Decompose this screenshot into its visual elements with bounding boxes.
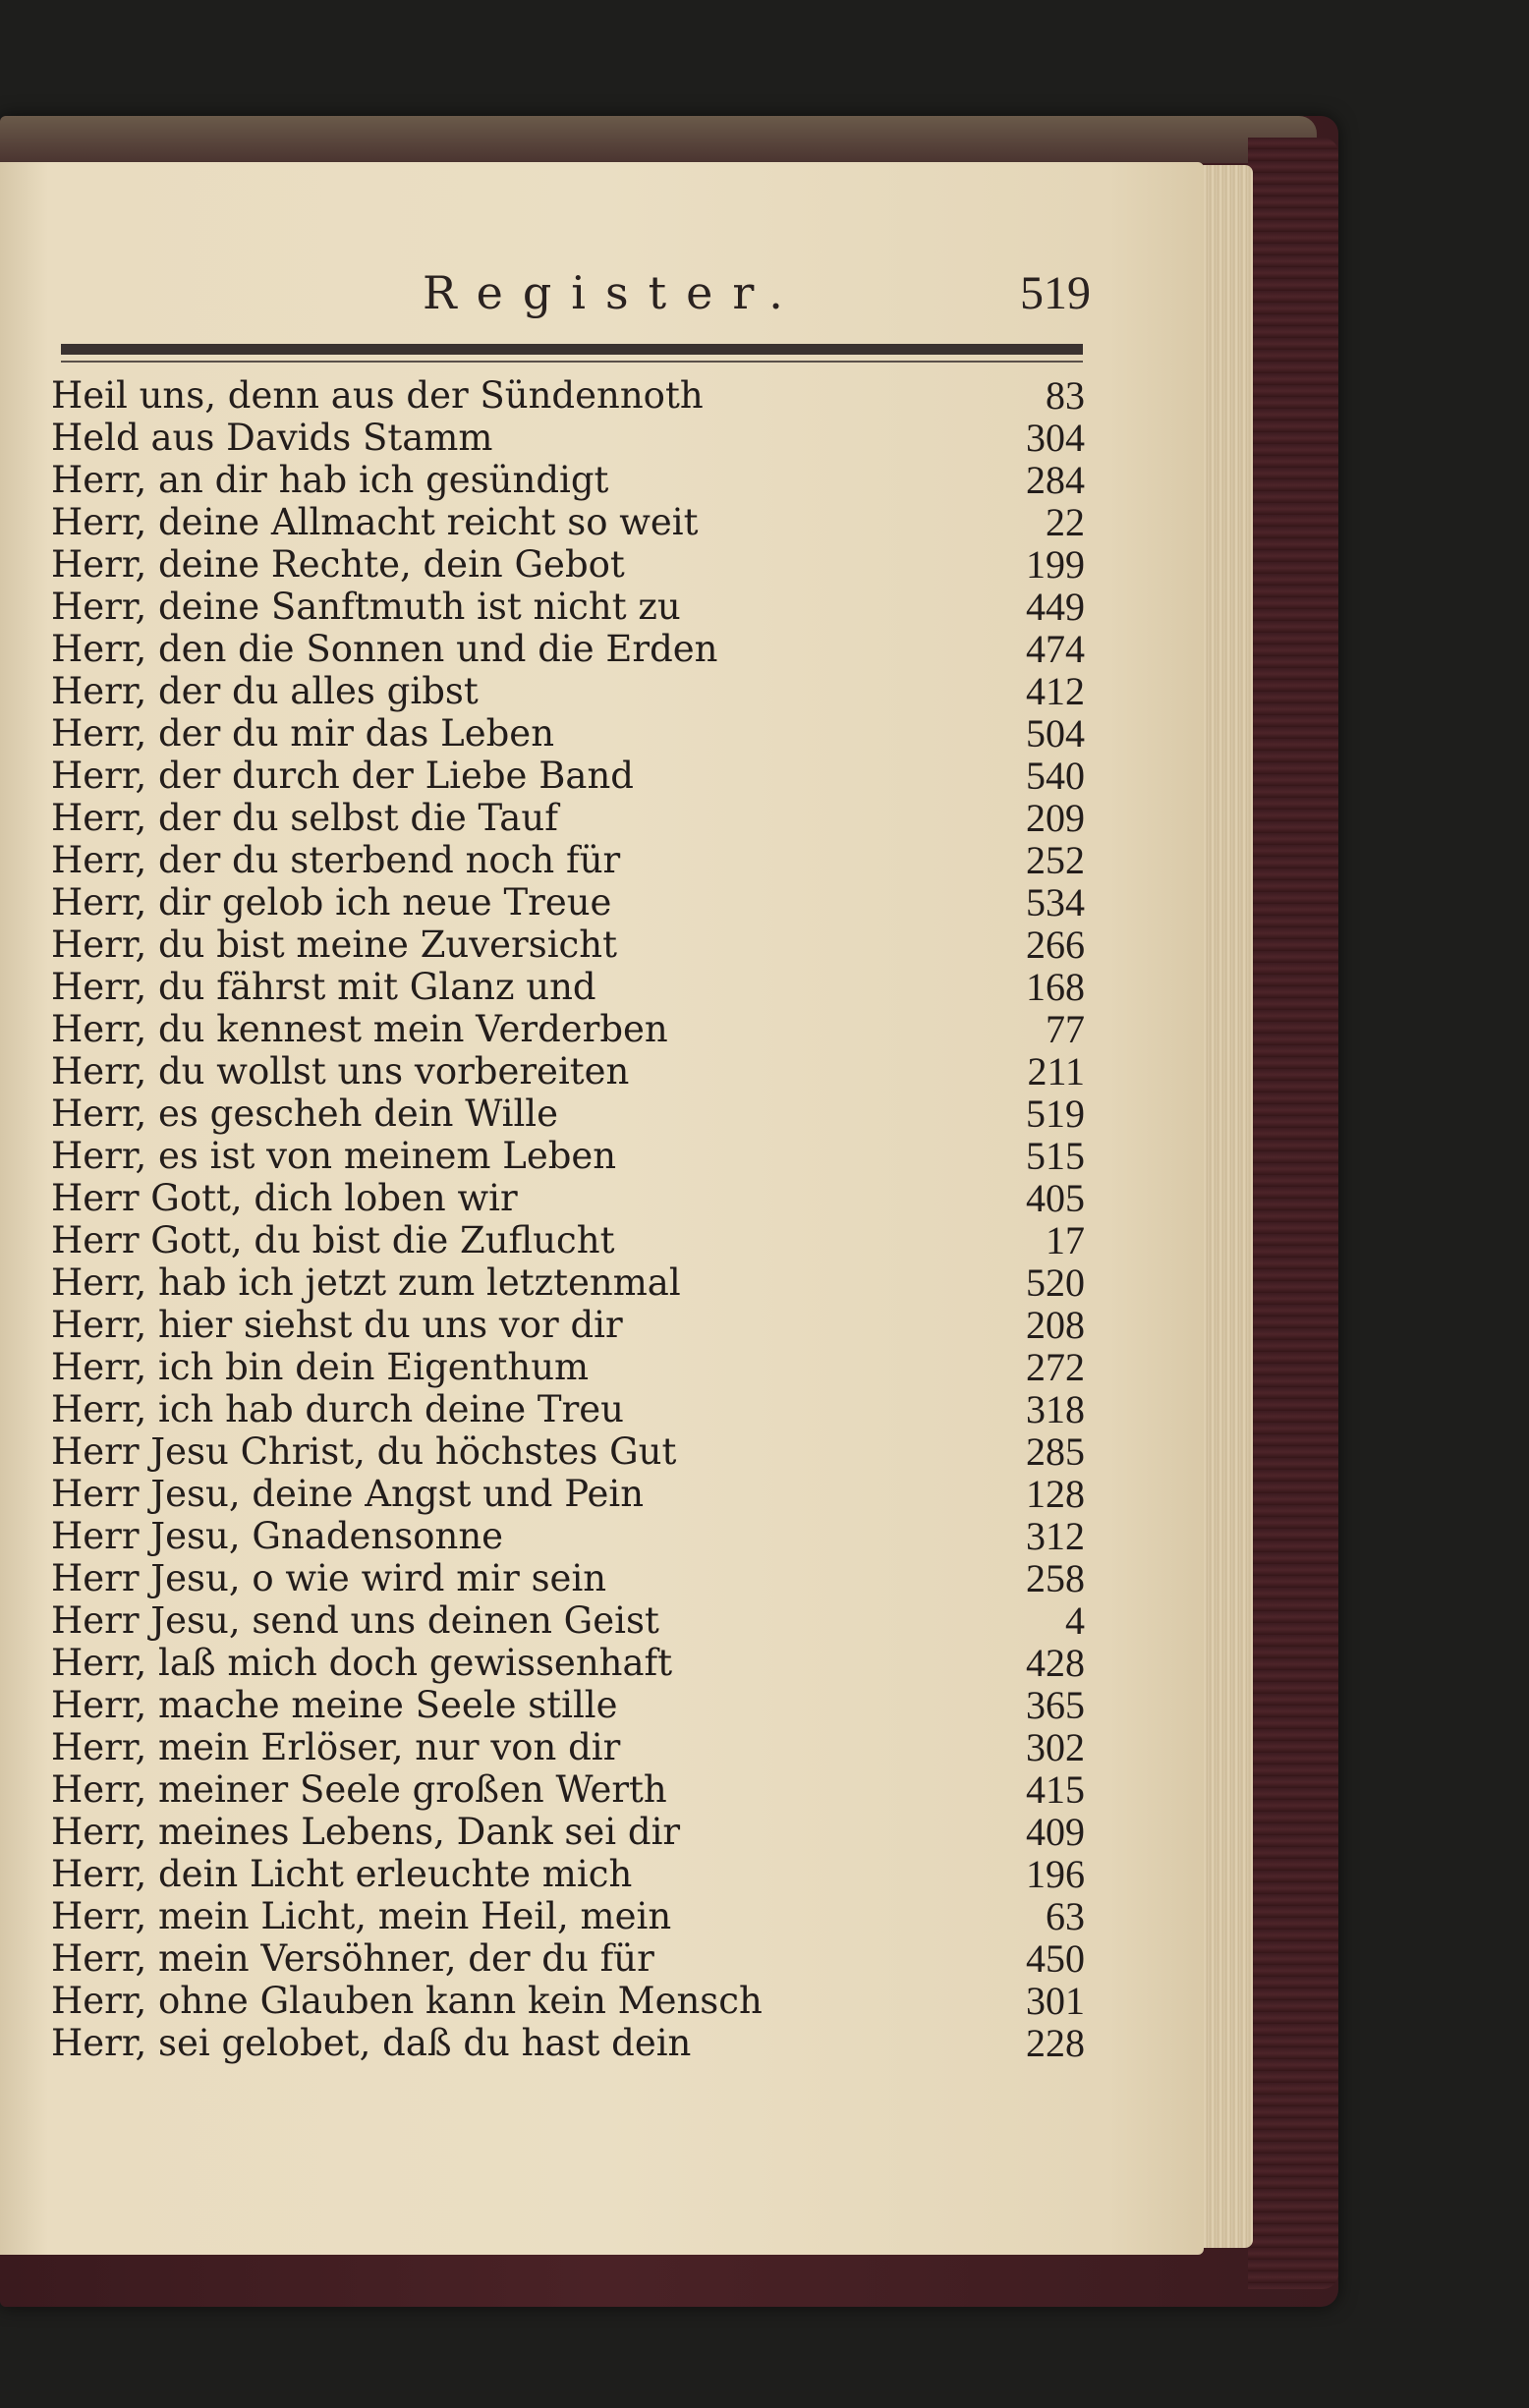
index-entry-page: 272	[1026, 1345, 1085, 1389]
index-entry-title: Herr, es ist von meinem Leben	[51, 1135, 617, 1177]
index-entry-page: 284	[1026, 458, 1085, 502]
index-entry-page: 301	[1026, 1979, 1085, 2023]
index-entry-page: 428	[1026, 1641, 1085, 1685]
index-entry	[51, 1557, 1085, 1599]
index-entry-title: Herr, laß mich doch gewissenhaft	[51, 1642, 673, 1684]
index-entry-page: 474	[1026, 627, 1085, 671]
index-entry-title: Herr, meines Lebens, Dank sei dir	[51, 1811, 681, 1853]
index-entry-title: Herr Jesu Christ, du höchstes Gut	[51, 1430, 677, 1473]
index-entry-title: Herr, du wollst uns vorbereiten	[51, 1050, 630, 1092]
running-title: Register.	[423, 266, 803, 319]
index-entry	[51, 374, 1085, 417]
index-entry	[51, 417, 1085, 459]
index-entry-title: Herr, sei gelobet, daß du hast dein	[51, 2022, 692, 2064]
index-entry-page: 449	[1026, 585, 1085, 629]
index-entry	[51, 1853, 1085, 1895]
index-entry-title: Herr, hier siehst du uns vor dir	[51, 1304, 623, 1346]
index-entry	[51, 628, 1085, 670]
index-entry	[51, 1135, 1085, 1177]
index-entry	[51, 881, 1085, 924]
index-entry	[51, 755, 1085, 797]
index-entry-title: Herr, deine Rechte, dein Gebot	[51, 543, 625, 586]
index-entry-page: 258	[1026, 1556, 1085, 1600]
index-entry-page: 504	[1026, 711, 1085, 756]
index-entry-title: Herr Gott, dich loben wir	[51, 1177, 518, 1219]
index-entry-title: Herr, mein Licht, mein Heil, mein	[51, 1895, 672, 1937]
book-cover-top-edge	[0, 116, 1317, 163]
index-entry-title: Herr, deine Sanftmuth ist nicht zu	[51, 586, 681, 628]
index-entry-page: 4	[1065, 1598, 1085, 1643]
index-entry-title: Herr, der du mir das Leben	[51, 712, 555, 755]
index-entry-page: 77	[1046, 1007, 1085, 1051]
index-entry-page: 228	[1026, 2021, 1085, 2065]
index-entry-title: Herr, dir gelob ich neue Treue	[51, 881, 612, 924]
index-entry	[51, 924, 1085, 966]
index-entry-page: 285	[1026, 1429, 1085, 1474]
index-entry	[51, 1599, 1085, 1642]
index-entry	[51, 712, 1085, 755]
index-entry	[51, 1177, 1085, 1219]
index-entry-title: Herr, mein Erlöser, nur von dir	[51, 1726, 621, 1768]
index-entry	[51, 839, 1085, 881]
index-entry	[51, 1684, 1085, 1726]
index-entry-title: Herr, an dir hab ich gesündigt	[51, 459, 609, 501]
index-entry	[51, 1768, 1085, 1811]
index-entry	[51, 1219, 1085, 1261]
book-spine	[1248, 138, 1338, 2289]
index-entry-title: Herr, meiner Seele großen Werth	[51, 1768, 667, 1811]
index-entry-page: 412	[1026, 669, 1085, 713]
index-entry-title: Herr, deine Allmacht reicht so weit	[51, 501, 699, 543]
index-entry-title: Herr, mein Versöhner, der du für	[51, 1937, 654, 1980]
index-entry	[51, 1092, 1085, 1135]
index-entry-page: 211	[1027, 1049, 1085, 1093]
header-rule-thin	[61, 361, 1083, 363]
index-entry-title: Herr, der du alles gibst	[51, 670, 479, 712]
index-entry-title: Herr, der du sterbend noch für	[51, 839, 621, 881]
index-entry-page: 199	[1026, 542, 1085, 587]
index-entry-title: Herr Jesu, Gnadensonne	[51, 1515, 504, 1557]
index-entry	[51, 1895, 1085, 1937]
index-entry-page: 405	[1026, 1176, 1085, 1220]
index-entry	[51, 797, 1085, 839]
book-page	[0, 162, 1204, 2255]
index-entry-title: Herr, du bist meine Zuversicht	[51, 924, 617, 966]
index-entry-page: 208	[1026, 1303, 1085, 1347]
index-entry	[51, 1980, 1085, 2022]
index-entry-page: 168	[1026, 965, 1085, 1009]
index-entry	[51, 1346, 1085, 1388]
index-entry-page: 534	[1026, 880, 1085, 924]
index-entry	[51, 1811, 1085, 1853]
index-entry-page: 63	[1046, 1894, 1085, 1938]
index-entry-page: 196	[1026, 1852, 1085, 1896]
index-entry	[51, 543, 1085, 586]
index-entry-title: Herr Gott, du bist die Zuflucht	[51, 1219, 615, 1261]
index-entry-page: 520	[1026, 1260, 1085, 1305]
index-entry-title: Herr, den die Sonnen und die Erden	[51, 628, 718, 670]
index-entry-title: Herr, hab ich jetzt zum letztenmal	[51, 1261, 681, 1304]
index-entry-title: Herr, mache meine Seele stille	[51, 1684, 618, 1726]
index-entry	[51, 2022, 1085, 2064]
index-entry	[51, 1430, 1085, 1473]
index-entry-page: 312	[1026, 1514, 1085, 1558]
index-entry	[51, 586, 1085, 628]
index-entry-page: 252	[1026, 838, 1085, 882]
index-entry-title: Herr, du fährst mit Glanz und	[51, 966, 596, 1008]
index-entry-title: Held aus Davids Stamm	[51, 417, 493, 459]
index-entry	[51, 1642, 1085, 1684]
index-entry-page: 409	[1026, 1810, 1085, 1854]
index-entry	[51, 1473, 1085, 1515]
index-entry-page: 450	[1026, 1936, 1085, 1981]
index-entry-title: Herr Jesu, o wie wird mir sein	[51, 1557, 607, 1599]
index-entry-title: Herr, es gescheh dein Wille	[51, 1092, 559, 1135]
index-entry	[51, 1008, 1085, 1050]
index-entry	[51, 966, 1085, 1008]
index-entry	[51, 1515, 1085, 1557]
index-list	[51, 374, 1085, 2064]
index-entry-title: Heil uns, denn aus der Sündennoth	[51, 374, 704, 417]
index-entry-page: 415	[1026, 1767, 1085, 1812]
index-entry-page: 83	[1046, 373, 1085, 418]
index-entry	[51, 1304, 1085, 1346]
index-entry-page: 515	[1026, 1134, 1085, 1178]
index-entry-page: 22	[1046, 500, 1085, 544]
index-entry	[51, 459, 1085, 501]
index-entry-page: 266	[1026, 923, 1085, 967]
index-entry-title: Herr, ohne Glauben kann kein Mensch	[51, 1980, 763, 2022]
index-entry-page: 209	[1026, 796, 1085, 840]
index-entry-page: 318	[1026, 1387, 1085, 1431]
index-entry-title: Herr, ich hab durch deine Treu	[51, 1388, 624, 1430]
index-entry	[51, 670, 1085, 712]
index-entry-page: 128	[1026, 1472, 1085, 1516]
index-entry-page: 17	[1046, 1218, 1085, 1262]
index-entry-title: Herr, dein Licht erleuchte mich	[51, 1853, 633, 1895]
page-number: 519	[1020, 267, 1091, 319]
index-entry	[51, 1050, 1085, 1092]
index-entry-page: 519	[1026, 1092, 1085, 1136]
index-entry-page: 540	[1026, 754, 1085, 798]
header-rule	[61, 344, 1083, 355]
index-entry-page: 302	[1026, 1725, 1085, 1769]
index-entry-title: Herr, der durch der Liebe Band	[51, 755, 634, 797]
index-entry	[51, 1261, 1085, 1304]
index-entry-title: Herr, du kennest mein Verderben	[51, 1008, 668, 1050]
index-entry	[51, 1937, 1085, 1980]
index-entry	[51, 1726, 1085, 1768]
index-entry-title: Herr Jesu, send uns deinen Geist	[51, 1599, 659, 1642]
index-entry-page: 304	[1026, 416, 1085, 460]
index-entry	[51, 1388, 1085, 1430]
index-entry-title: Herr, der du selbst die Tauf	[51, 797, 558, 839]
index-entry-page: 365	[1026, 1683, 1085, 1727]
index-entry-title: Herr, ich bin dein Eigenthum	[51, 1346, 590, 1388]
index-entry-title: Herr Jesu, deine Angst und Pein	[51, 1473, 645, 1515]
index-entry	[51, 501, 1085, 543]
page-header	[0, 260, 1091, 339]
